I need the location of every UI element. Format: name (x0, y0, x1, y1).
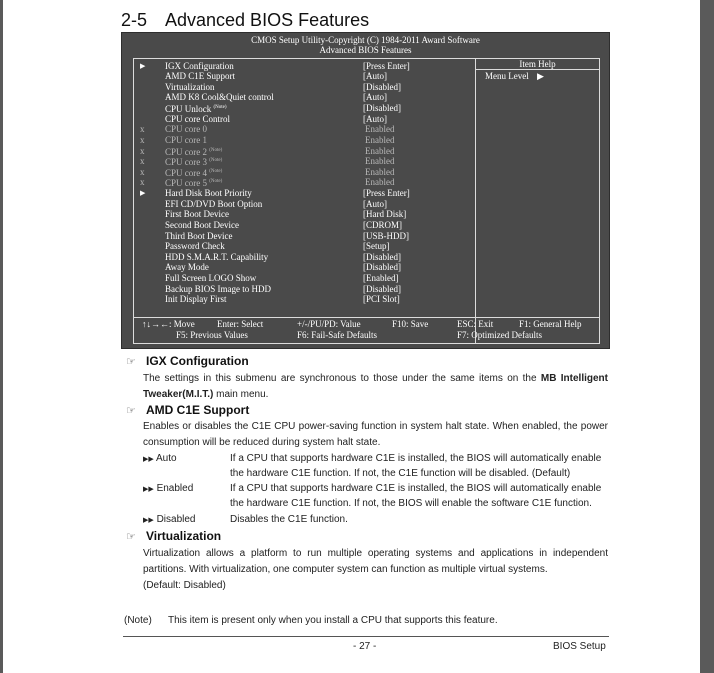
igx-desc-text: The settings in this submenu are synchronous to those under the same items on the (143, 373, 541, 384)
setting-value[interactable]: [Press Enter] (363, 188, 410, 199)
submenu-arrow-icon: ▶ (140, 61, 146, 70)
option-enabled (143, 481, 193, 497)
setting-label (165, 61, 234, 72)
footer-move: ↑↓→←: Move (142, 319, 195, 329)
setting-label (165, 209, 229, 220)
footer-save: F10: Save (392, 319, 429, 329)
bios-setting-row[interactable] (133, 209, 486, 220)
bios-setting-row[interactable] (133, 82, 486, 93)
setting-label-text: AMD K8 Cool&Quiet control (165, 92, 274, 103)
item-help-title: Item Help (519, 59, 556, 69)
setting-label-text: CPU Unlock (165, 104, 212, 115)
disabled-marker-icon: x (140, 166, 145, 177)
footer-previous: F5: Previous Values (176, 330, 248, 340)
bios-setting-row[interactable] (133, 262, 486, 273)
menu-level (485, 71, 544, 81)
setting-label (165, 220, 239, 231)
option-label: Enabled (156, 483, 194, 494)
section-heading (121, 10, 369, 31)
item-heading-c1e (126, 403, 249, 417)
setting-label-text: Third Boot Device (165, 230, 233, 241)
bios-setting-row (133, 146, 486, 157)
menu-level-arrow-icon: ▶ (536, 71, 544, 81)
setting-label-text: IGX Configuration (165, 60, 234, 71)
setting-label-text: Full Screen LOGO Show (165, 273, 257, 284)
option-label: Disabled (156, 514, 196, 525)
setting-label-text: Backup BIOS Image to HDD (165, 283, 271, 294)
bios-setting-row[interactable] (133, 220, 486, 231)
setting-label (165, 231, 232, 242)
pointing-hand-icon: ☞ (126, 356, 136, 368)
setting-label (165, 188, 252, 199)
setting-value[interactable]: [PCI Slot] (363, 294, 400, 305)
setting-value[interactable]: [Auto] (363, 92, 387, 103)
setting-label-text: HDD S.M.A.R.T. Capability (165, 251, 269, 262)
option-disabled-text: Disables the C1E function. (230, 514, 348, 525)
setting-value[interactable]: [CDROM] (363, 219, 403, 230)
setting-value[interactable]: [Hard Disk] (363, 209, 407, 220)
note-superscript: (Note) (209, 168, 223, 174)
setting-value: Enabled (365, 156, 395, 167)
note-text: This item is present only when you install a CPU that supports this feature. (168, 615, 498, 626)
setting-label-text: CPU core Control (165, 113, 230, 124)
setting-label-text: AMD C1E Support (165, 71, 236, 82)
bios-setting-row[interactable] (133, 114, 486, 125)
setting-label (165, 241, 225, 252)
setting-value[interactable]: [Auto] (363, 71, 387, 82)
footer-failsafe: F6: Fail-Safe Defaults (297, 330, 377, 340)
setting-value: Enabled (365, 145, 395, 156)
setting-value[interactable]: [Auto] (363, 113, 387, 124)
section-title: Advanced BIOS Features (165, 10, 370, 30)
setting-label (165, 114, 230, 125)
item-heading-igx (126, 354, 249, 368)
note-label: (Note) (124, 615, 152, 626)
setting-value[interactable]: [Enabled] (363, 273, 399, 284)
page-number: - 27 - (353, 641, 377, 652)
setting-value[interactable]: [Disabled] (363, 81, 401, 92)
setting-label (165, 92, 274, 103)
bios-divider (133, 317, 600, 318)
setting-label (165, 273, 256, 284)
note-superscript: (Note) (209, 179, 223, 185)
footer-rule (123, 636, 609, 637)
setting-value[interactable]: [USB-HDD] (363, 230, 409, 241)
footer-right-label: BIOS Setup (553, 641, 606, 652)
disabled-marker-icon: x (140, 145, 145, 156)
footer-help: F1: General Help (519, 319, 582, 329)
setting-label-text: Init Display First (165, 294, 227, 305)
option-label: Auto (156, 453, 177, 464)
setting-label (165, 294, 227, 305)
option-auto-text: If a CPU that supports hardware C1E is installed, the BIOS will automatically enable the hardware C1E function. If not, the C1E function will be disabled. (Default) (230, 453, 602, 479)
footer-optimized: F7: Optimized Defaults (457, 330, 542, 340)
setting-value[interactable]: [Setup] (363, 241, 390, 252)
double-arrow-icon: ▶▶ (143, 456, 154, 463)
note-superscript: (Note) (209, 158, 223, 164)
setting-label-text: First Boot Device (165, 209, 229, 220)
menu-level-label: Menu Level (485, 71, 529, 81)
setting-label-text: Hard Disk Boot Priority (165, 188, 252, 199)
bios-setting-row[interactable] (133, 61, 486, 72)
bios-setting-row[interactable] (133, 284, 486, 295)
setting-label-text: CPU core 2 (165, 146, 207, 157)
bios-setting-row[interactable] (133, 273, 486, 284)
setting-value[interactable]: [Disabled] (363, 283, 401, 294)
setting-value[interactable]: [Disabled] (363, 251, 401, 262)
double-arrow-icon: ▶▶ (143, 486, 154, 493)
setting-value[interactable]: [Disabled] (363, 103, 401, 114)
setting-value: Enabled (365, 134, 395, 145)
bios-setting-row (133, 167, 486, 178)
option-auto (143, 451, 177, 467)
setting-label (165, 135, 207, 146)
setting-value: Enabled (365, 177, 395, 188)
item-title: Virtualization (146, 529, 222, 543)
bios-screenshot (121, 32, 610, 349)
setting-label-text: Virtualization (165, 81, 215, 92)
igx-desc-tail: main menu. (213, 389, 269, 400)
item-title: AMD C1E Support (146, 403, 250, 417)
setting-label (165, 82, 214, 93)
submenu-arrow-icon: ▶ (140, 189, 146, 198)
footer-value: +/-/PU/PD: Value (297, 319, 361, 329)
setting-label (165, 199, 262, 210)
setting-label (165, 124, 207, 135)
setting-label-text: Password Check (165, 241, 225, 252)
disabled-marker-icon: x (140, 124, 145, 135)
bios-setting-row[interactable] (133, 294, 486, 305)
igx-desc-bold: MB Intelligent Tweaker(M.I.T.) (143, 373, 608, 400)
setting-label-text: Away Mode (165, 262, 209, 273)
bios-setting-row[interactable] (133, 92, 486, 103)
bios-setting-row[interactable] (133, 188, 486, 199)
setting-label-text: CPU core 0 (165, 124, 207, 135)
footer-exit: ESC: Exit (457, 319, 494, 329)
igx-description (143, 371, 608, 403)
bios-setting-row[interactable] (133, 71, 486, 82)
bios-setting-row (133, 177, 486, 188)
setting-value: Enabled (365, 166, 395, 177)
setting-value[interactable]: [Auto] (363, 198, 387, 209)
item-heading-virtualization (126, 529, 221, 543)
bios-setting-row (133, 156, 486, 167)
virtualization-description: Virtualization allows a platform to run multiple operating systems and applications in independent partitions. With virtualization, one computer system can function as multiple virtual systems. (143, 548, 608, 575)
disabled-marker-icon: x (140, 156, 145, 167)
setting-label (165, 262, 209, 273)
bios-setting-row[interactable] (133, 241, 486, 252)
setting-value[interactable]: [Disabled] (363, 262, 401, 273)
disabled-marker-icon: x (140, 134, 145, 145)
option-enabled-text: If a CPU that supports hardware C1E is installed, the BIOS will automatically enable the hardware C1E function. If not, the BIOS will enable the software C1E function. (230, 483, 602, 509)
c1e-description: Enables or disables the C1E CPU power-saving function in system halt state. When enabled, the power consumption will be reduced during system halt state. (143, 421, 608, 448)
bios-setting-row[interactable] (133, 103, 486, 114)
virtualization-default: (Default: Disabled) (143, 580, 226, 591)
note-superscript: (Note) (213, 105, 227, 111)
setting-value[interactable]: [Press Enter] (363, 60, 410, 71)
option-disabled (143, 512, 195, 528)
double-arrow-icon: ▶▶ (143, 517, 154, 524)
setting-value: Enabled (365, 124, 395, 135)
bios-header-copyright: CMOS Setup Utility-Copyright (C) 1984-2011 Award Software (251, 35, 480, 45)
footer-select: Enter: Select (217, 319, 264, 329)
document-page (3, 0, 700, 673)
bios-divider (475, 69, 600, 70)
bios-setting-row[interactable] (133, 199, 486, 210)
setting-label (165, 284, 271, 295)
note-superscript: (Note) (209, 147, 223, 153)
item-title: IGX Configuration (146, 354, 249, 368)
bios-setting-row[interactable] (133, 231, 486, 242)
section-number: 2-5 (121, 10, 148, 30)
setting-label (165, 252, 268, 263)
bios-setting-row (133, 124, 486, 135)
setting-label-text: CPU core 4 (165, 167, 207, 178)
setting-label-text: CPU core 5 (165, 178, 207, 189)
bios-setting-row (133, 135, 486, 146)
pointing-hand-icon: ☞ (126, 405, 136, 417)
setting-label-text: EFI CD/DVD Boot Option (165, 198, 263, 209)
setting-label-text: Second Boot Device (165, 219, 239, 230)
bios-header-title: Advanced BIOS Features (319, 45, 412, 55)
bios-setting-row[interactable] (133, 252, 486, 263)
disabled-marker-icon: x (140, 177, 145, 188)
setting-label-text: CPU core 3 (165, 157, 207, 168)
setting-label-text: CPU core 1 (165, 134, 207, 145)
setting-label (165, 71, 235, 82)
pointing-hand-icon: ☞ (126, 531, 136, 543)
